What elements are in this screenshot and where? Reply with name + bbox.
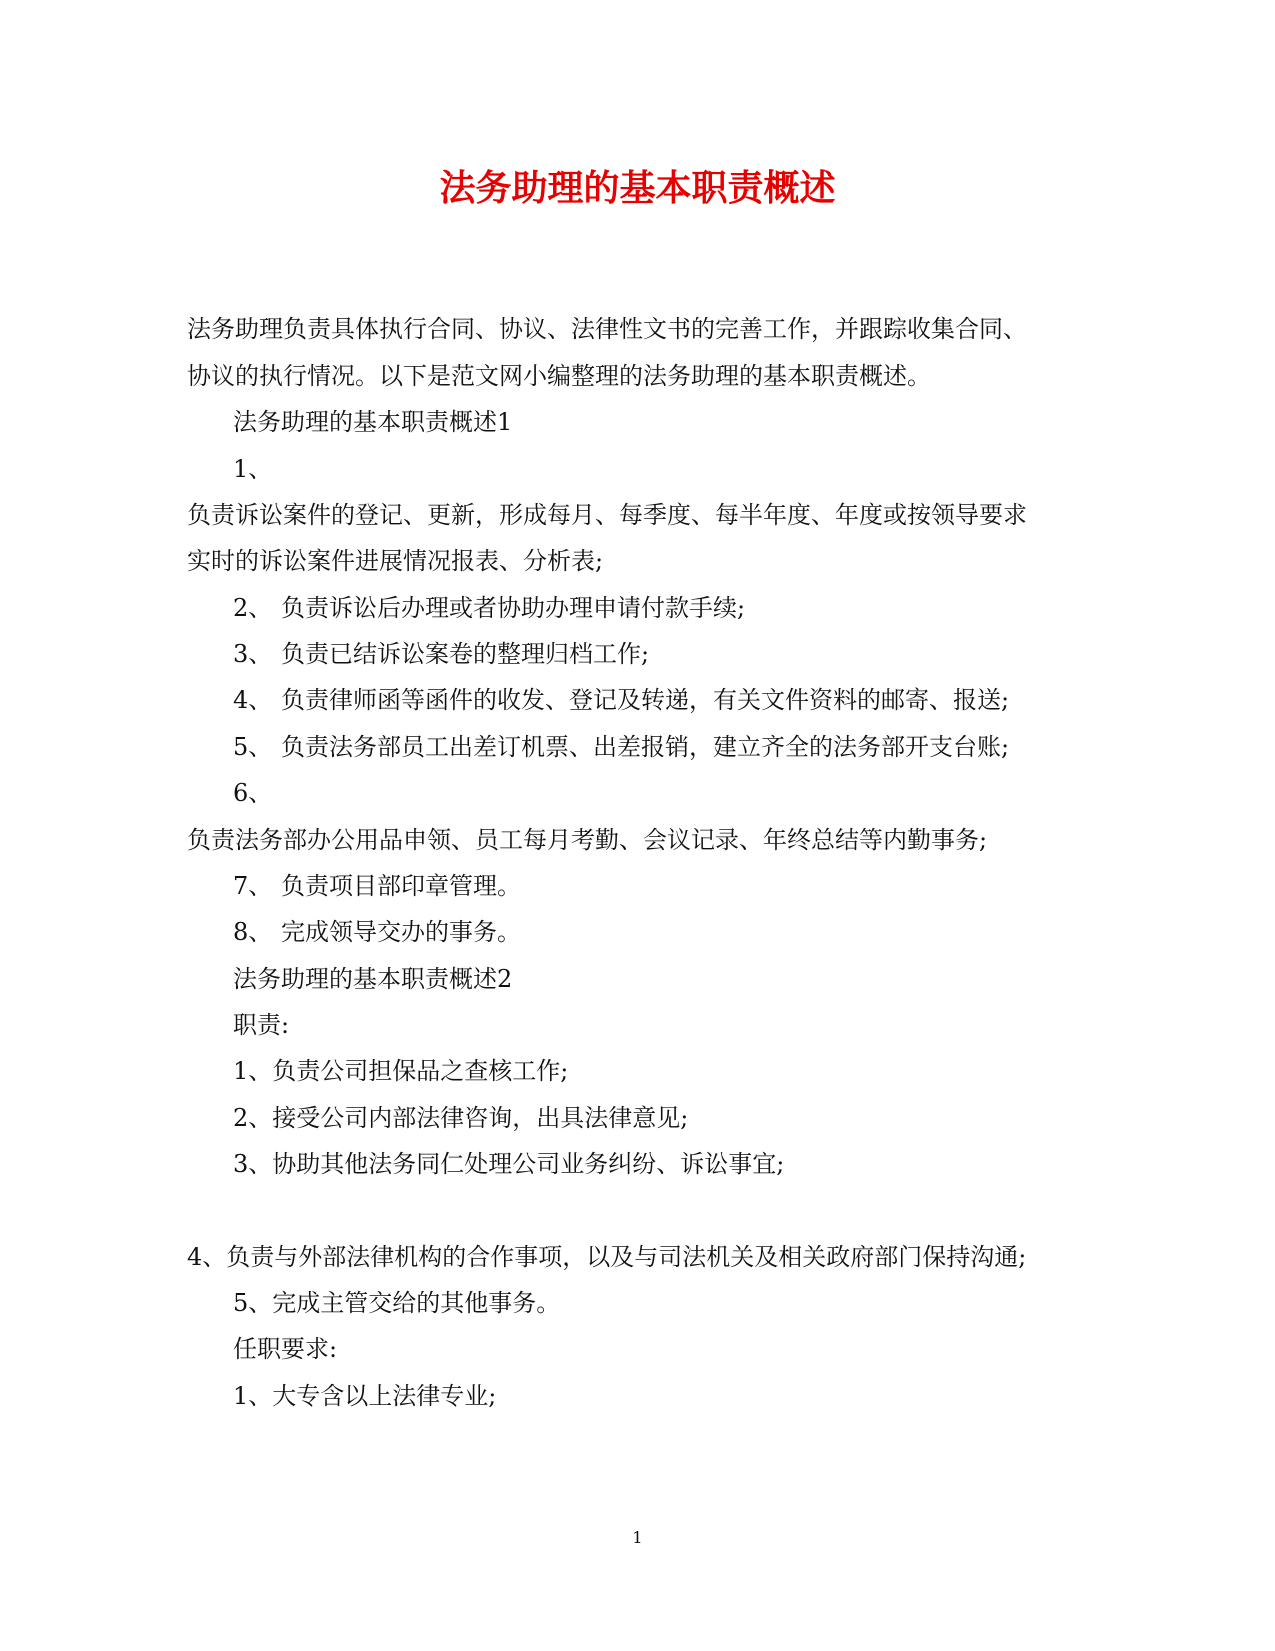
item-number: 2、 (233, 594, 273, 622)
section1-heading: 法务助理的基本职责概述1 (233, 408, 513, 436)
duty-item-1: 1、负责公司担保品之查核工作; (233, 1057, 569, 1085)
list-item-5 (233, 732, 1009, 762)
duties-label: 职责: (233, 1011, 290, 1039)
duty-item-5: 5、完成主管交给的其他事务。 (233, 1289, 561, 1317)
item-number: 7、 (233, 872, 273, 900)
requirements-label: 任职要求: (233, 1335, 338, 1363)
item6-text: 负责法务部办公用品申领、员工每月考勤、会议记录、年终总结等内勤事务; (187, 826, 988, 854)
intro-line-2: 协议的执行情况。以下是范文网小编整理的法务助理的基本职责概述。 (187, 362, 931, 390)
duty-item-2: 2、接受公司内部法律咨询，出具法律意见; (233, 1104, 689, 1132)
item-number: 3、 (233, 640, 273, 668)
list-item-7 (233, 871, 521, 901)
item1-number: 1、 (233, 455, 273, 483)
document-title: 法务助理的基本职责概述 (439, 167, 836, 209)
item-text: 负责诉讼后办理或者协助办理申请付款手续; (281, 594, 746, 622)
item-number: 8、 (233, 918, 273, 946)
item1-line-1: 负责诉讼案件的登记、更新，形成每月、每季度、每半年度、年度或按领导要求 (187, 501, 1027, 529)
list-item-8 (233, 917, 521, 947)
duty-item-4: 4、负责与外部法律机构的合作事项，以及与司法机关及相关政府部门保持沟通; (187, 1243, 1027, 1271)
intro-line-1: 法务助理负责具体执行合同、协议、法律性文书的完善工作，并跟踪收集合同、 (187, 315, 1027, 343)
page-number: 1 (632, 1528, 643, 1547)
duty-item-3: 3、协助其他法务同仁处理公司业务纠纷、诉讼事宜; (233, 1150, 785, 1178)
item-text: 负责律师函等函件的收发、登记及转递，有关文件资料的邮寄、报送; (281, 686, 1010, 714)
item6-number: 6、 (233, 779, 273, 807)
requirement-item-1: 1、大专含以上法律专业; (233, 1382, 497, 1410)
item-number: 5、 (233, 733, 273, 761)
list-item-4 (233, 685, 1009, 715)
item-text: 负责项目部印章管理。 (281, 872, 521, 900)
section2-heading: 法务助理的基本职责概述2 (233, 965, 513, 993)
list-item-2 (233, 593, 745, 623)
list-item-3 (233, 639, 649, 669)
item-text: 负责法务部员工出差订机票、出差报销，建立齐全的法务部开支台账; (281, 733, 1010, 761)
item1-line-2: 实时的诉讼案件进展情况报表、分析表; (187, 547, 604, 575)
item-text: 完成领导交办的事务。 (281, 918, 521, 946)
item-number: 4、 (233, 686, 273, 714)
item-text: 负责已结诉讼案卷的整理归档工作; (281, 640, 650, 668)
